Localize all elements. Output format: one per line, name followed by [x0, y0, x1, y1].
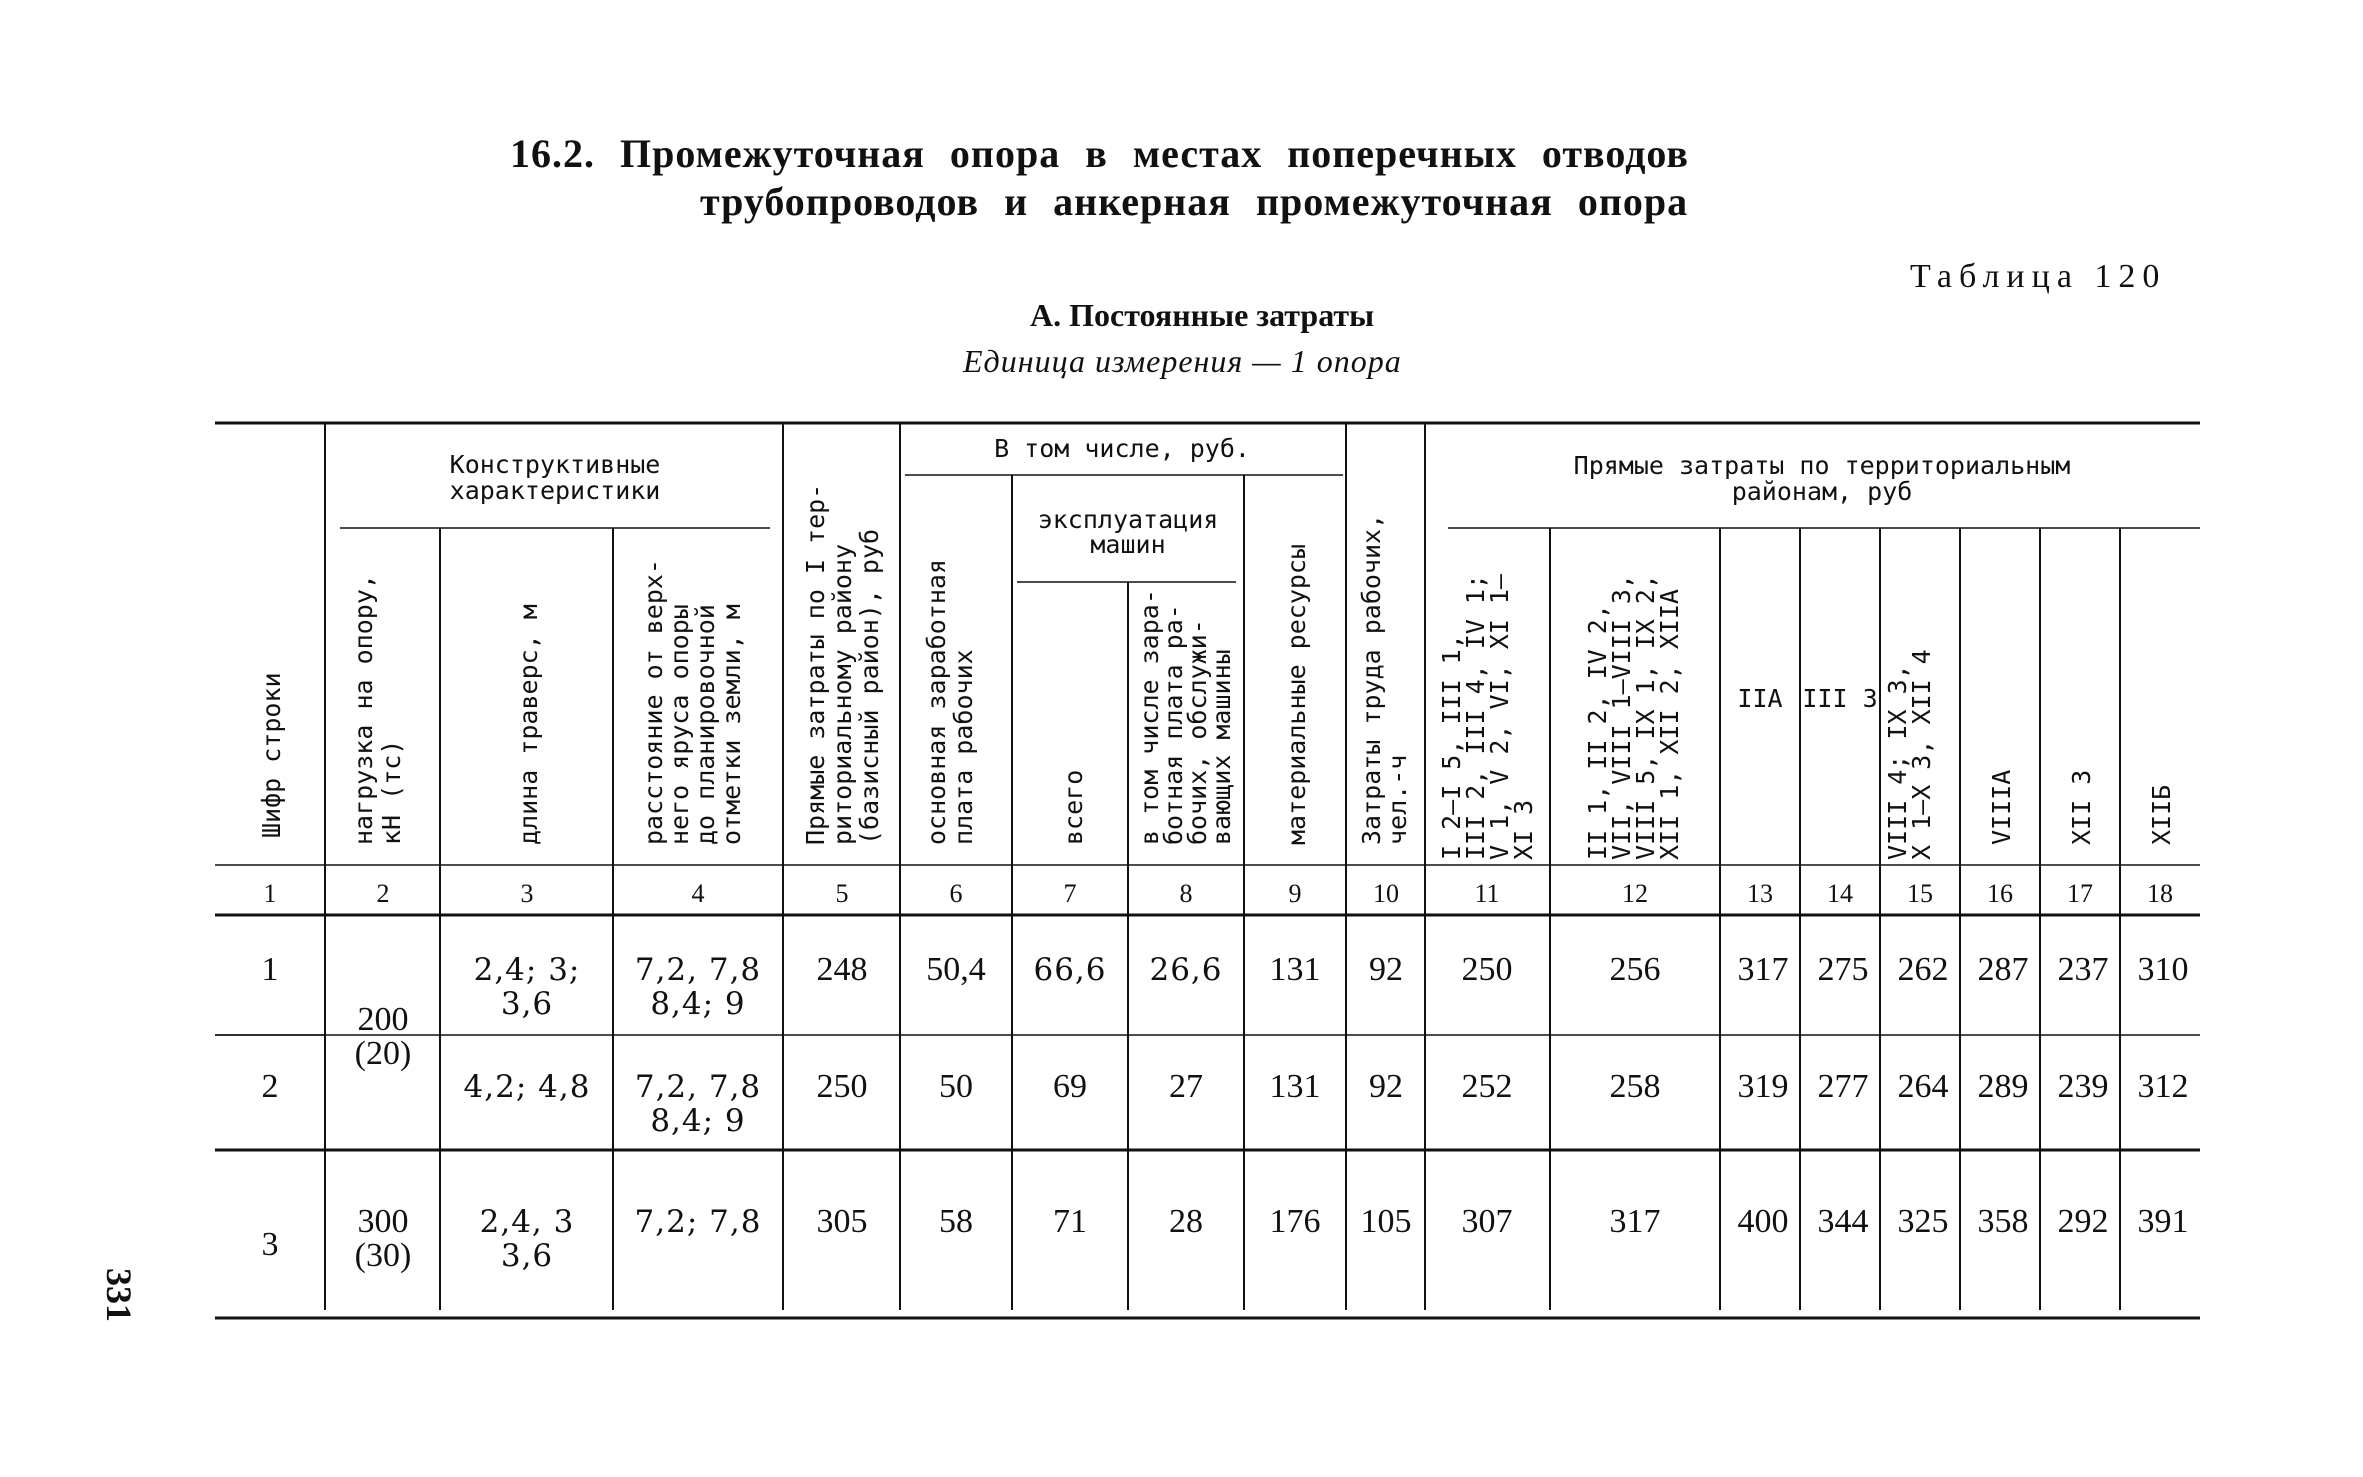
header-labor-line-1: Затраты труда рабочих, [1357, 513, 1386, 845]
value-cell: 317 [1737, 951, 1789, 988]
header-machines-line-2: машин [1090, 530, 1166, 559]
header-region-17: XII 3 [2067, 769, 2096, 845]
value-cell: 262 [1897, 951, 1949, 988]
header-region-15-line-2: X 1—X 3, XII 4 [1907, 649, 1936, 860]
value-cell: 325 [1897, 1203, 1949, 1240]
distance-value: 7,2, 7,8 [634, 952, 762, 988]
page-number: 331 [99, 1268, 139, 1322]
value-cell: 344 [1817, 1203, 1869, 1240]
unit-of-measure: Единица измерения — 1 опора [963, 343, 1402, 379]
value-cell: 131 [1269, 1068, 1321, 1105]
value-cell: 250 [1461, 951, 1513, 988]
value-cell: 277 [1817, 1068, 1869, 1105]
traverse-value: 3,6 [500, 986, 554, 1022]
header-direct-costs-line-3: (базисный район), руб [855, 528, 884, 845]
value-cell: 312 [2137, 1068, 2189, 1105]
table-row [262, 951, 2189, 1072]
row-code: 1 [261, 951, 279, 988]
value-cell: 358 [1977, 1203, 2029, 1240]
header-region-12-line-1: II 1, II 2, IV 2, [1583, 604, 1612, 860]
header-distance-line-1: расстояние от верх- [639, 559, 668, 845]
value-cell: 250 [816, 1068, 868, 1105]
header-region-12-line-2: VII, VIII 1—VIII 3, [1607, 574, 1636, 860]
header-distance-line-4: отметки земли, м [717, 604, 746, 845]
column-number: 13 [1747, 879, 1773, 908]
value-cell: 289 [1977, 1068, 2029, 1105]
column-number: 7 [1063, 879, 1077, 908]
header-row-code: Шифр строки [257, 672, 286, 838]
header-region-13: IIA [1737, 684, 1783, 713]
value-cell: 237 [2057, 951, 2109, 988]
value-cell: 92 [1369, 951, 1403, 988]
column-number: 10 [1373, 879, 1399, 908]
column-number: 6 [949, 879, 963, 908]
header-region-11-line-2: III 2, III 4, IV 1; [1461, 574, 1490, 860]
column-number: 1 [263, 879, 277, 908]
header-region-12-line-3: VIII 5, IX 1, IX 2, [1631, 574, 1660, 860]
column-number: 14 [1827, 879, 1853, 908]
header-constructive-line-2: характеристики [449, 476, 661, 505]
header-regions-line-2: районам, руб [1731, 477, 1913, 506]
header-regions-line-1: Прямые затраты по территориальным [1573, 451, 2071, 480]
value-cell: 258 [1609, 1068, 1661, 1105]
column-number: 3 [520, 879, 534, 908]
column-number: 4 [691, 879, 705, 908]
header-region-15-line-1: VIII 4; IX 3, [1883, 664, 1912, 860]
column-number: 9 [1288, 879, 1302, 908]
column-number: 11 [1474, 879, 1500, 908]
column-number: 2 [376, 879, 390, 908]
traverse-value: 2,4, 3 [479, 1204, 575, 1240]
value-cell: 26,6 [1149, 952, 1223, 988]
table-row [262, 1203, 2189, 1274]
value-cell: 292 [2057, 1203, 2109, 1240]
value-cell: 50,4 [926, 951, 986, 988]
traverse-value: 2,4; 3; [473, 952, 581, 988]
distance-value: 8,4; 9 [650, 1103, 746, 1139]
column-number: 16 [1987, 879, 2013, 908]
value-cell: 307 [1461, 1203, 1513, 1240]
traverse-value: 3,6 [500, 1238, 554, 1274]
traverse-value: 4,2; 4,8 [463, 1069, 591, 1105]
header-materials: материальные ресурсы [1282, 543, 1311, 845]
header-distance-line-2: него яруса опоры [665, 604, 694, 845]
header-machine-wages-line-2: ботная плата ра- [1159, 604, 1188, 845]
header-direct-costs-line-1: Прямые затраты по I тер- [801, 483, 830, 845]
value-cell: 66,6 [1033, 952, 1107, 988]
value-cell: 69 [1053, 1068, 1087, 1105]
value-cell: 400 [1737, 1203, 1789, 1240]
value-cell: 248 [816, 951, 868, 988]
value-cell: 391 [2137, 1203, 2189, 1240]
column-number: 15 [1907, 879, 1933, 908]
header-load-line-2: кН (тс) [377, 739, 406, 845]
value-cell: 50 [939, 1068, 973, 1105]
value-cell: 131 [1269, 951, 1321, 988]
header-wages-line-2: плата рабочих [949, 649, 978, 845]
load-value: 300 [357, 1203, 409, 1240]
header-traverse: длина траверс, м [514, 604, 543, 845]
header-distance-line-3: до планировочной [691, 604, 720, 845]
column-number-row [264, 879, 2174, 908]
value-cell: 105 [1360, 1203, 1412, 1240]
distance-value: 7,2; 7,8 [634, 1204, 762, 1240]
load-value-tc: (30) [354, 1237, 412, 1274]
value-cell: 252 [1461, 1068, 1513, 1105]
value-cell: 256 [1609, 951, 1661, 988]
header-machine-wages-line-4: вающих машины [1207, 649, 1236, 845]
value-cell: 71 [1053, 1203, 1087, 1240]
value-cell: 317 [1609, 1203, 1661, 1240]
header-region-11-line-1: I 2—I 5, III 1, [1437, 634, 1466, 860]
header-wages-line-1: основная заработная [922, 559, 951, 845]
value-cell: 310 [2137, 951, 2189, 988]
load-value-tc: (20) [354, 1035, 412, 1072]
section-heading-line-2: трубопроводов и анкерная промежуточная опора [700, 179, 1689, 224]
column-number: 12 [1622, 879, 1648, 908]
value-cell: 305 [816, 1203, 868, 1240]
table-subtitle: А. Постоянные затраты [1030, 297, 1375, 333]
vertical-headers [257, 484, 2176, 860]
value-cell: 319 [1737, 1068, 1789, 1105]
value-cell: 264 [1897, 1068, 1949, 1105]
table-column-dividers [325, 423, 2120, 1310]
header-machine-wages-line-3: бочих, обслужи- [1183, 619, 1212, 845]
column-number: 18 [2147, 879, 2173, 908]
header-labor-line-2: чел.-ч [1383, 754, 1412, 845]
value-cell: 287 [1977, 951, 2029, 988]
header-machines-total: всего [1059, 769, 1088, 845]
row-code: 2 [261, 1068, 279, 1105]
header-load-line-1: нагрузка на опору, [349, 574, 378, 845]
value-cell: 92 [1369, 1068, 1403, 1105]
header-including: В том числе, руб. [994, 434, 1250, 463]
header-machines-line-1: эксплуатация [1037, 505, 1219, 534]
column-number: 5 [835, 879, 849, 908]
value-cell: 27 [1169, 1068, 1203, 1105]
column-number: 8 [1179, 879, 1193, 908]
table-row [262, 1068, 2189, 1139]
distance-value: 8,4; 9 [650, 986, 746, 1022]
header-region-11-line-3: V 1, V 2, VI, XI 1— [1485, 574, 1514, 860]
row-code: 3 [261, 1226, 279, 1263]
header-machine-wages-line-1: в том числе зара- [1135, 589, 1164, 845]
section-heading-line-1: 16.2. Промежуточная опора в местах поперечных отводов [510, 131, 1690, 176]
header-region-14: III 3 [1802, 684, 1878, 713]
header-direct-costs-line-2: риториальному району [828, 543, 857, 845]
table-number: Таблица 120 [1910, 258, 2167, 295]
column-number: 17 [2067, 879, 2093, 908]
header-region-16: VIIIA [1987, 769, 2016, 845]
header-region-12-line-4: XII 1, XII 2, XIIA [1655, 589, 1684, 860]
load-value: 200 [357, 1001, 409, 1038]
value-cell: 176 [1269, 1203, 1321, 1240]
value-cell: 239 [2057, 1068, 2109, 1105]
header-region-11-line-4: XI 3 [1509, 799, 1538, 860]
distance-value: 7,2, 7,8 [634, 1069, 762, 1105]
value-cell: 275 [1817, 951, 1869, 988]
header-constructive-line-1: Конструктивные [449, 450, 661, 479]
table-rules [215, 423, 2200, 1318]
header-region-18: XIIБ [2147, 784, 2176, 845]
value-cell: 58 [939, 1203, 973, 1240]
value-cell: 28 [1169, 1203, 1203, 1240]
